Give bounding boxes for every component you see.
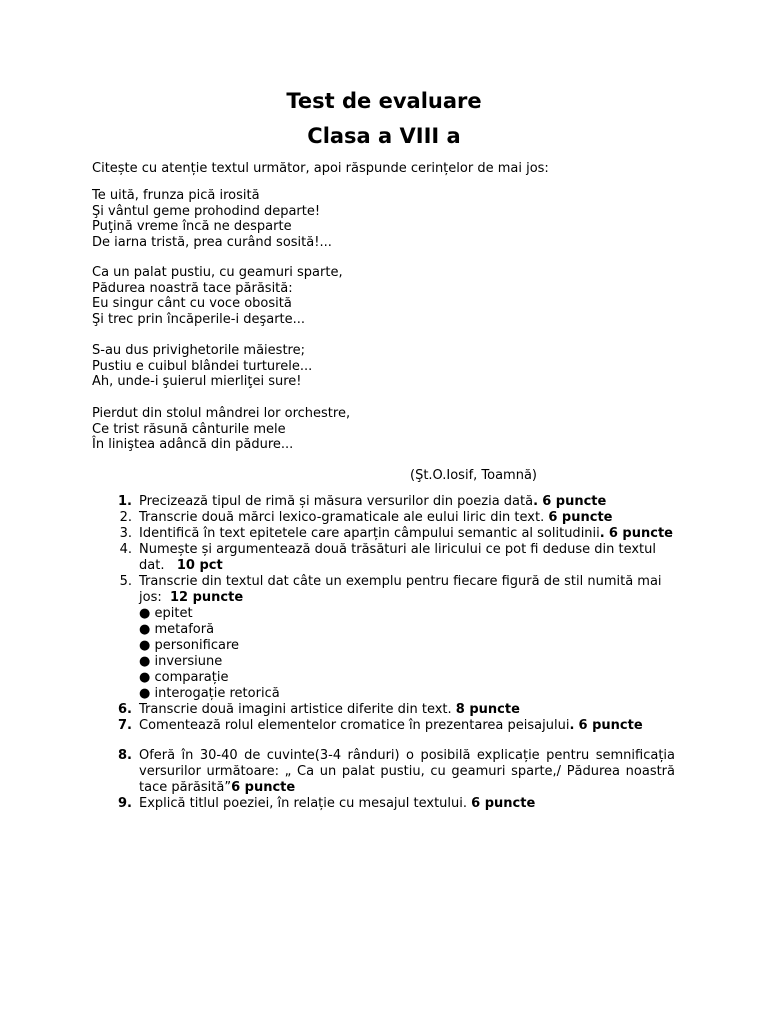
question-number: 8.	[118, 748, 132, 763]
bullet-icon: ●	[139, 606, 151, 621]
question-text: Transcrie două imagini artistice diferite din text.	[139, 702, 452, 717]
question-9	[0, 796, 768, 812]
poem-line: S-au dus privighetorile măiestre;	[92, 343, 305, 358]
question-number: 4.	[119, 542, 132, 557]
poem-line: Ce trist răsună cânturile mele	[92, 421, 286, 437]
poem-source: (Şt.O.Iosif, Toamnă)	[410, 468, 537, 483]
poem-stanza-1	[92, 188, 332, 251]
question-number: 7.	[118, 718, 132, 733]
question-points: 6 puncte	[231, 780, 296, 795]
question-text: Numește și argumentează două trăsături ale liricului ce pot fi deduse din textul dat.	[139, 542, 657, 573]
poem-line: De iarna tristă, prea curând sosită!...	[92, 235, 332, 251]
question-3	[0, 526, 768, 542]
question-1	[0, 494, 768, 510]
question-number: 3.	[119, 526, 132, 541]
figure-item: ● epitet	[139, 606, 193, 621]
question-6	[0, 702, 768, 718]
question-text: Transcrie două mărci lexico-gramaticale ale eului liric din text.	[139, 510, 545, 525]
question-points: 6 puncte	[542, 494, 607, 509]
poem-stanza-3	[92, 343, 312, 390]
question-text: Oferă în 30-40 de cuvinte(3-4 rânduri) o posibilă explicație pentru semnificația versurilor următoare: „ Ca un palat pustiu, cu geamuri sparte,/ Pădurea noastră tace părăsită”	[139, 748, 675, 795]
question-text: Explică titlul poeziei, în relație cu mesajul textului.	[139, 796, 468, 811]
question-number: 9.	[118, 796, 132, 811]
figure-item: ● personificare	[139, 638, 240, 653]
question-end-mark: .	[599, 526, 605, 541]
bullet-icon: ●	[139, 654, 151, 669]
question-2	[0, 510, 768, 526]
question-points: 8 puncte	[455, 702, 520, 717]
bullet-icon: ●	[139, 622, 151, 637]
question-list	[0, 494, 768, 812]
question-text: Transcrie din textul dat câte un exemplu pentru fiecare figură de stil numită mai jos:	[139, 574, 662, 605]
poem-line: Pierdut din stolul mândrei lor orchestre,	[92, 406, 351, 421]
bullet-icon: ●	[139, 638, 151, 653]
figure-item: ● interogație retorică	[139, 686, 280, 701]
question-points: 10 pct	[176, 558, 223, 573]
figure-item: ● inversiune	[139, 654, 223, 669]
poem-stanza-4	[92, 406, 350, 453]
question-number: 2.	[119, 510, 132, 525]
question-5	[0, 574, 768, 702]
question-7	[0, 718, 768, 734]
question-text: Comentează rolul elementelor cromatice în prezentarea peisajului	[139, 718, 570, 733]
question-4	[0, 542, 768, 574]
bullet-icon: ●	[139, 670, 151, 685]
poem-line: Pustiu e cuibul blândei turturele...	[92, 358, 313, 374]
question-number: 5.	[119, 574, 132, 589]
instruction-text: Citește cu atenție textul următor, apoi răspunde cerințelor de mai jos:	[92, 161, 549, 176]
figure-list	[139, 606, 675, 702]
question-points: 6 puncte	[471, 796, 536, 811]
poem-line: Pădurea noastră tace părăsită:	[92, 280, 293, 296]
poem-line: Şi vântul geme prohodind departe!	[92, 203, 321, 219]
question-number: 6.	[118, 702, 132, 717]
poem-line: Ah, unde-i şuierul mierliţei sure!	[92, 374, 302, 390]
question-points: 6 puncte	[548, 510, 613, 525]
poem-line: Eu singur cânt cu voce obosită	[92, 296, 292, 312]
poem-line: În liniştea adâncă din pădure...	[92, 437, 294, 453]
question-text: Identifică în text epitetele care aparțin câmpului semantic al solitudinii	[139, 526, 600, 541]
poem-line: Puţină vreme încă ne desparte	[92, 219, 292, 235]
question-8	[0, 748, 768, 796]
poem-line: Te uită, frunza pică irosită	[92, 188, 260, 203]
question-end-mark: .	[569, 718, 575, 733]
question-end-mark: .	[533, 494, 539, 509]
question-number: 1.	[118, 494, 132, 509]
question-points: 6 puncte	[578, 718, 643, 733]
figure-item: ● comparație	[139, 670, 229, 685]
poem-line: Ca un palat pustiu, cu geamuri sparte,	[92, 265, 343, 280]
question-points: 6 puncte	[608, 526, 673, 541]
poem-stanza-2	[92, 265, 343, 328]
bullet-icon: ●	[139, 686, 151, 701]
page-title: Test de evaluare	[286, 89, 482, 113]
poem-line: Şi trec prin încăperile-i deşarte...	[92, 312, 306, 328]
figure-item: ● metaforă	[139, 622, 215, 637]
question-text: Precizează tipul de rimă și măsura versurilor din poezia dată	[139, 494, 534, 509]
page-subtitle: Clasa a VIII a	[307, 124, 461, 148]
question-points: 12 puncte	[169, 590, 244, 605]
